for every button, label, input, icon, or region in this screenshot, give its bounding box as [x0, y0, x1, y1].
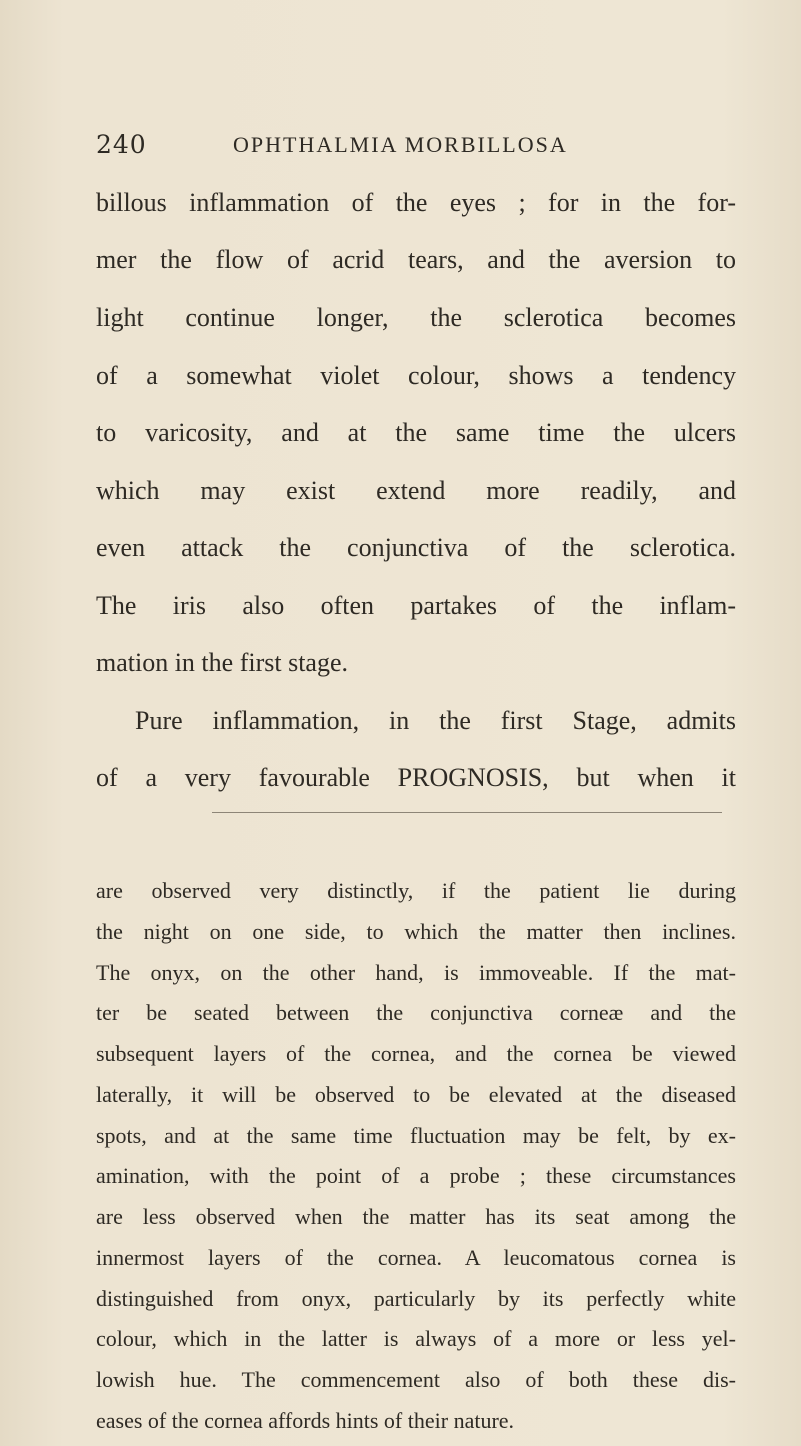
- text-line: Pure inflammation, in the first Stage, admits: [135, 706, 736, 735]
- text-line: which may exist extend more readily, and: [96, 476, 736, 505]
- text-line: colour, which in the latter is always of a more or less yel-: [96, 1326, 736, 1351]
- page-header: [96, 130, 716, 166]
- text-line: billous inflammation of the eyes ; for in the for-: [96, 188, 736, 217]
- section-divider: [212, 812, 722, 813]
- page-number: 240: [96, 130, 147, 159]
- text-line: ter be seated between the conjunctiva corneæ and the: [96, 1000, 736, 1025]
- text-line: the night on one side, to which the matter then inclines.: [96, 919, 736, 944]
- text-line: to varicosity, and at the same time the ulcers: [96, 418, 736, 447]
- text-line: light continue longer, the sclerotica becomes: [96, 303, 736, 332]
- text-line: innermost layers of the cornea. A leucomatous cornea is: [96, 1245, 736, 1270]
- text-line: spots, and at the same time fluctuation may be felt, by ex-: [96, 1123, 736, 1148]
- text-line: The iris also often partakes of the inflam-: [96, 591, 736, 620]
- text-line: The onyx, on the other hand, is immoveable. If the mat-: [96, 960, 736, 985]
- running-head: OPHTHALMIA MORBILLOSA: [233, 132, 568, 157]
- text-line: are observed very distinctly, if the patient lie during: [96, 878, 736, 903]
- text-line: distinguished from onyx, particularly by its perfectly white: [96, 1286, 736, 1311]
- text-line: subsequent layers of the cornea, and the cornea be viewed: [96, 1041, 736, 1066]
- text-line: lowish hue. The commencement also of both these dis-: [96, 1367, 736, 1392]
- text-line: are less observed when the matter has its seat among the: [96, 1204, 736, 1229]
- text-line: amination, with the point of a probe ; these circumstances: [96, 1163, 736, 1188]
- text-line: eases of the cornea affords hints of their nature.: [96, 1408, 515, 1433]
- text-line: of a somewhat violet colour, shows a tendency: [96, 361, 736, 390]
- text-line: even attack the conjunctiva of the sclerotica.: [96, 533, 736, 562]
- text-line: of a very favourable PROGNOSIS, but when it: [96, 763, 736, 792]
- text-line: mer the flow of acrid tears, and the aversion to: [96, 245, 736, 274]
- text-line: mation in the first stage.: [96, 648, 349, 677]
- text-line: laterally, it will be observed to be elevated at the diseased: [96, 1082, 736, 1107]
